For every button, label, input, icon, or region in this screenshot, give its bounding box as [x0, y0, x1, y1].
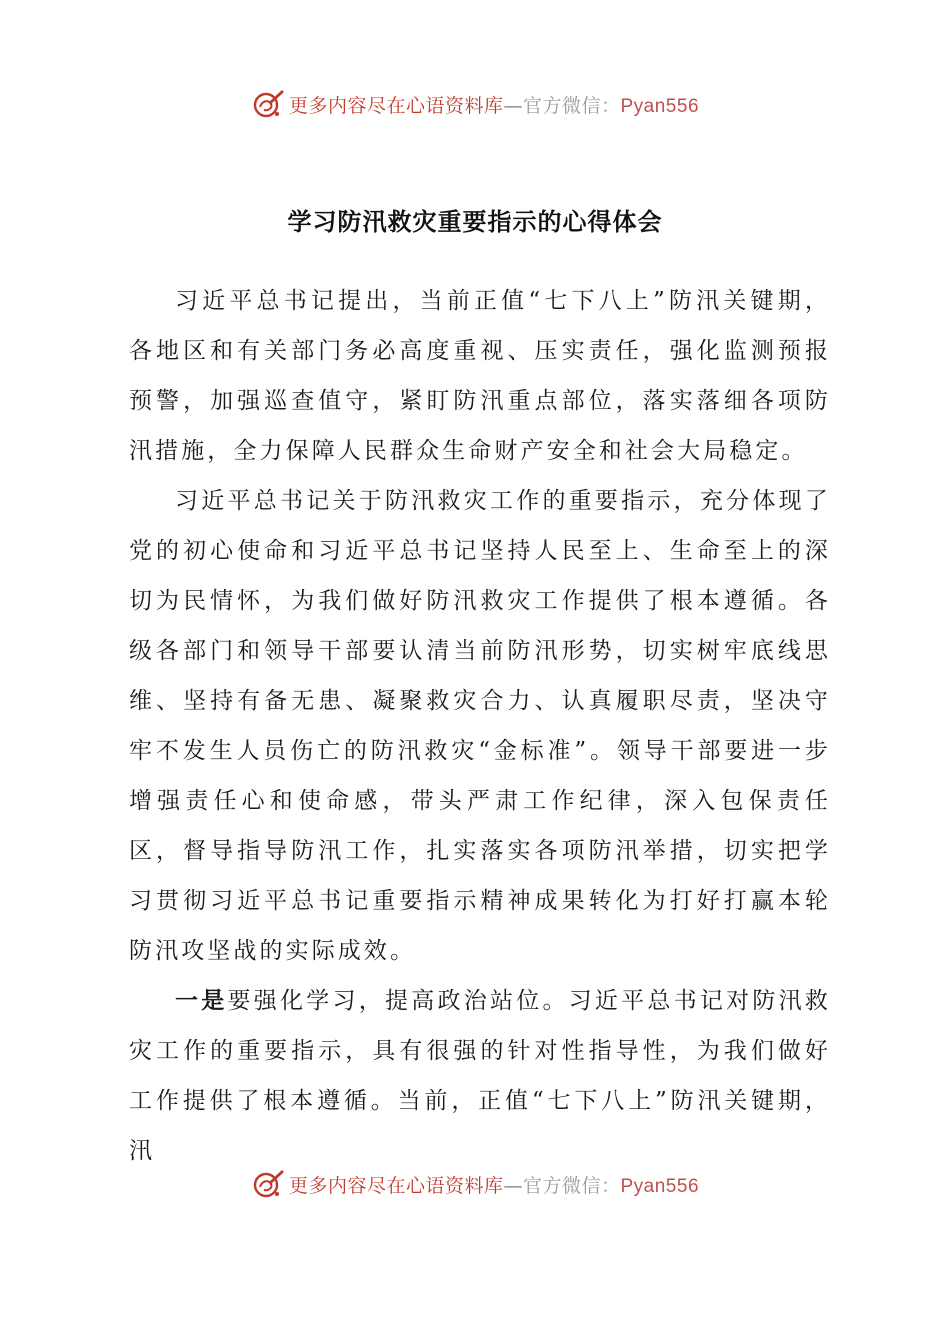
banner-brand: 更多内容尽在心语资料库: [288, 94, 504, 117]
banner-text: [289, 1171, 699, 1198]
document-title: 学习防汛救灾重要指示的心得体会: [287, 208, 663, 236]
paragraph-lead: 一是: [175, 987, 228, 1014]
paragraph: [129, 276, 831, 476]
header-banner: [0, 84, 950, 124]
banner-brand: 更多内容尽在心语资料库: [288, 1174, 504, 1197]
banner-separator: —: [503, 1174, 523, 1197]
paragraph: [129, 976, 831, 1176]
pen-heart-logo-icon: [251, 87, 285, 121]
banner-separator: —: [503, 94, 523, 117]
paragraph: [129, 476, 831, 976]
banner-text: [289, 91, 699, 118]
paragraph-text: 要强化学习，提高政治站位。习近平总书记对防汛救灾工作的重要指示，具有很强的针对性指导性，为我们做好工作提供了根本遵循。当前，正值“七下八上”防汛关键期，汛: [129, 988, 831, 1164]
banner-wechat-id: Pyan556: [620, 1175, 700, 1197]
banner-wechat-label: 官方微信：: [522, 94, 621, 117]
paragraph-text: 习近平总书记关于防汛救灾工作的重要指示，充分体现了党的初心使命和习近平总书记坚持人民至上、生命至上的深切为民情怀，为我们做好防汛救灾工作提供了根本遵循。各级各部门和领导干部要认清当前防汛形势，切实树牢底线思维、坚持有备无患、凝聚救灾合力、认真履职尽责，坚决守牢不发生人员伤亡的防汛救灾“金标准”。领导干部要进一步增强责任心和使命感，带头严肃工作纪律，深入包保责任区，督导指导防汛工作，扎实落实各项防汛举措，切实把学习贯彻习近平总书记重要指示精神成果转化为打好打赢本轮防汛攻坚战的实际成效。: [129, 488, 831, 964]
banner-wechat-label: 官方微信：: [522, 1174, 621, 1197]
banner-wechat-id: Pyan556: [620, 95, 700, 117]
document-body: [129, 276, 831, 1176]
paragraph-text: 习近平总书记提出，当前正值“七下八上”防汛关键期，各地区和有关部门务必高度重视、压实责任，强化监测预报预警，加强巡查值守，紧盯防汛重点部位，落实落细各项防汛措施，全力保障人民群众生命财产安全和社会大局稳定。: [129, 288, 831, 464]
pen-heart-logo-icon: [251, 1167, 285, 1201]
footer-banner: [0, 1164, 950, 1204]
